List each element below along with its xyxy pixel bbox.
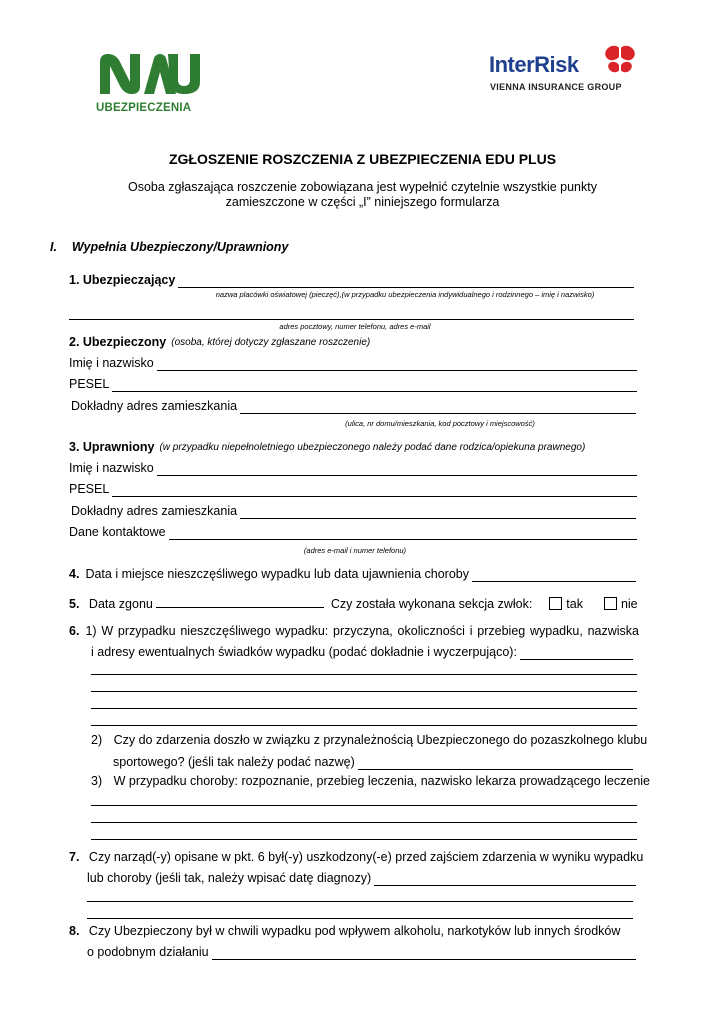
prior-damage-answer-line[interactable]: [87, 918, 633, 919]
beneficiary-label: 3. Uprawniony: [69, 440, 155, 454]
accident-date-number: 4.: [69, 567, 80, 581]
prior-damage-number: 7.: [69, 850, 80, 864]
beneficiary-address-field[interactable]: [71, 504, 636, 519]
autopsy-no-label: nie: [620, 597, 638, 611]
circumstances-line-1: [69, 624, 639, 639]
section-heading: [50, 240, 288, 255]
insured-address-field[interactable]: [71, 399, 636, 414]
nau-logo-subtitle: UBEZPIECZENIA: [96, 102, 192, 114]
insured-pesel-label: PESEL: [69, 377, 110, 391]
circumstances-answer-line[interactable]: [91, 691, 637, 692]
nau-logo-mark: [96, 52, 200, 96]
policyholder-label: 1. Ubezpieczający: [69, 273, 176, 287]
autopsy-label: Czy została wykonana sekcja zwłok:: [330, 597, 533, 611]
circumstances-answer-line[interactable]: [91, 708, 637, 709]
intro-line-2: zamieszczone w części „I” niniejszego formularza: [225, 195, 500, 209]
death-number: 5.: [69, 597, 80, 611]
insured-address-label: Dokładny adres zamieszkania: [71, 399, 238, 413]
beneficiary-contact-label: Dane kontaktowe: [69, 525, 166, 539]
interrisk-logo-subtitle: VIENNA INSURANCE GROUP: [490, 82, 622, 92]
accident-date-field[interactable]: [69, 567, 636, 582]
policyholder-address-line[interactable]: [69, 319, 634, 320]
form-title: ZGŁOSZENIE ROSZCZENIA Z UBEZPIECZENIA EDU PLUS: [168, 151, 557, 167]
insured-name-field[interactable]: [69, 356, 637, 371]
circumstances-text-1: 1) W przypadku nieszczęśliwego wypadku: przyczyna, okoliczności i przebieg wypadku, nazwiska: [85, 624, 639, 638]
prior-damage-text-2: lub choroby (jeśli tak, należy wpisać datę diagnozy): [87, 871, 372, 885]
intoxication-number: 8.: [69, 924, 80, 938]
intoxication-line-2[interactable]: [87, 945, 636, 960]
beneficiary-contact-hint: (adres e-mail i numer telefonu): [303, 546, 407, 555]
autopsy-yes-checkbox[interactable]: [549, 597, 562, 610]
prior-damage-text-1: Czy narząd(-y) opisane w pkt. 6 był(-y) uszkodzony(-e) przed zajściem zdarzenia w wyniku wypadku: [88, 850, 644, 864]
butterfly-icon: [603, 44, 637, 76]
section-title: Wypełnia Ubezpieczony/Uprawniony: [71, 240, 289, 254]
interrisk-logo: [489, 44, 639, 94]
intro-line-1: Osoba zgłaszająca roszczenie zobowiązana jest wypełnić czytelnie wszystkie punkty: [128, 180, 597, 194]
insured-heading: [69, 335, 639, 350]
illness-answer-line[interactable]: [91, 839, 637, 840]
circumstances-line-2[interactable]: [91, 645, 633, 660]
illness-question: [91, 774, 650, 789]
accident-date-label: Data i miejsce nieszczęśliwego wypadku lub data ujawnienia choroby: [85, 567, 469, 581]
interrisk-logo-name: InterRisk: [489, 52, 579, 77]
beneficiary-pesel-field[interactable]: [69, 482, 637, 497]
intoxication-text-1: Czy Ubezpieczony był w chwili wypadku pod wpływem alkoholu, narkotyków lub innych środków: [88, 924, 621, 938]
insured-name-label: Imię i nazwisko: [69, 356, 154, 370]
policyholder-address-hint: adres pocztowy, numer telefonu, adres e-mail: [279, 322, 431, 331]
illness-answer-line[interactable]: [91, 822, 637, 823]
prior-damage-line-1: [69, 850, 643, 865]
beneficiary-address-label: Dokładny adres zamieszkania: [71, 504, 238, 518]
club-question-number: 2): [91, 733, 103, 747]
illness-question-text: W przypadku choroby: rozpoznanie, przebieg leczenia, nazwisko lekarza prowadzącego leczenie: [113, 774, 651, 788]
circumstances-number: 6.: [69, 624, 80, 638]
club-question-text-2: sportowego? (jeśli tak należy podać nazwę): [113, 755, 355, 769]
club-question-line-1: [91, 733, 647, 748]
nau-logo: [96, 52, 200, 112]
policyholder-field[interactable]: [69, 273, 634, 288]
circumstances-answer-line[interactable]: [91, 725, 637, 726]
circumstances-text-2: i adresy ewentualnych świadków wypadku (podać dokładnie i wyczerpująco):: [91, 645, 517, 659]
section-number: I.: [50, 240, 57, 254]
insured-address-hint: (ulica, nr domu/mieszkania, kod pocztowy i miejscowość): [345, 419, 535, 428]
beneficiary-heading: [69, 440, 639, 455]
intoxication-text-2: o podobnym działaniu: [87, 945, 209, 959]
death-row: [69, 595, 638, 612]
prior-damage-line-2[interactable]: [87, 871, 636, 886]
circumstances-answer-line[interactable]: [91, 674, 637, 675]
beneficiary-name-field[interactable]: [69, 461, 637, 476]
death-date-input[interactable]: [156, 595, 324, 608]
insured-note: (osoba, której dotyczy zgłaszane roszczenie): [171, 337, 371, 348]
beneficiary-contact-field[interactable]: [69, 525, 637, 540]
insured-label: 2. Ubezpieczony: [69, 335, 167, 349]
intoxication-line-1: [69, 924, 620, 939]
autopsy-no-checkbox[interactable]: [604, 597, 617, 610]
illness-answer-line[interactable]: [91, 805, 637, 806]
beneficiary-name-label: Imię i nazwisko: [69, 461, 154, 475]
illness-question-number: 3): [91, 774, 103, 788]
beneficiary-note: (w przypadku niepełnoletniego ubezpieczonego należy podać dane rodzica/opiekuna prawnego): [159, 442, 586, 453]
club-question-text-1: Czy do zdarzenia doszło w związku z przynależnością Ubezpieczonego do pozaszkolnego klubu: [113, 733, 648, 747]
beneficiary-pesel-label: PESEL: [69, 482, 110, 496]
insured-pesel-field[interactable]: [69, 377, 637, 392]
autopsy-yes-label: tak: [566, 597, 583, 611]
prior-damage-answer-line[interactable]: [87, 901, 633, 902]
death-date-label: Data zgonu: [88, 597, 153, 611]
policyholder-hint: nazwa placówki oświatowej (pieczęć),(w przypadku ubezpieczenia indywidualnego i rodzinnego – imię i nazwisko): [215, 290, 595, 299]
club-question-line-2[interactable]: [113, 755, 633, 770]
